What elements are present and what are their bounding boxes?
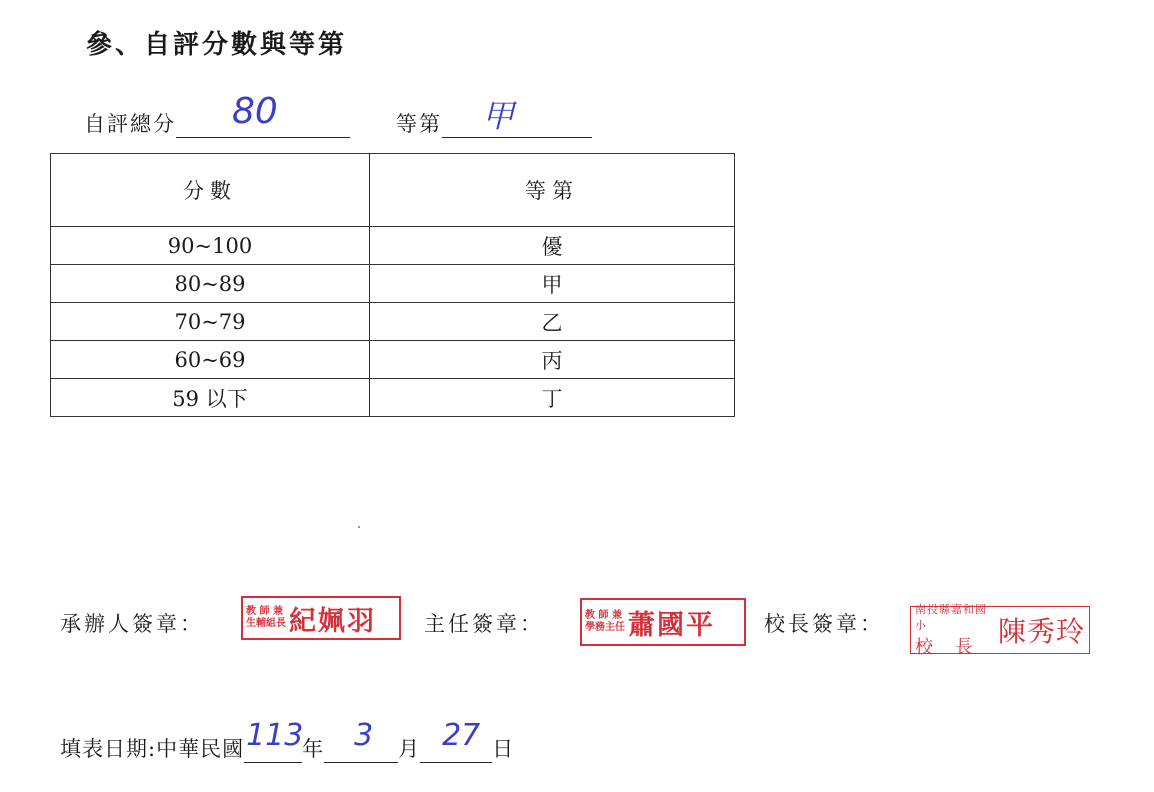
row-score: 80~89 [51,265,370,303]
month-field[interactable] [324,718,398,763]
day-field[interactable] [420,718,492,763]
section-heading: 參、自評分數與等第 [86,30,348,60]
row-score: 59 以下 [51,379,370,417]
row-score: 70~79 [51,303,370,341]
header-grade: 等第 [370,154,735,227]
year-value: 113 [246,718,304,753]
director-stamp [580,598,746,646]
director-stamp-title-line1: 教 師 兼 [585,610,622,621]
scan-speck [358,526,360,528]
grade-label: 等第 [396,112,442,136]
total-score-label: 自評總分 [84,112,176,136]
total-score-value: 80 [232,91,278,132]
month-label: 月 [398,737,421,761]
table-row [51,341,735,379]
grade-value: 甲 [482,97,515,135]
row-score: 90~100 [51,227,370,265]
header-score: 分數 [51,154,370,227]
grade-field[interactable] [442,97,592,138]
row-grade: 乙 [370,303,735,341]
table-row [51,227,735,265]
director-stamp-title-line2: 學務主任 [585,622,625,633]
principal-stamp-org: 南投縣嘉和國小 [915,603,987,632]
month-value: 3 [354,718,374,753]
handler-sign-label: 承辦人簽章： [60,612,204,636]
director-stamp-title [582,610,628,634]
table-row [51,265,735,303]
day-label: 日 [492,737,515,761]
principal-stamp [910,603,1090,658]
principal-sign-label: 校長簽章： [764,612,884,636]
date-label: 填表日期:中華民國 [60,737,245,761]
row-grade: 優 [370,227,735,265]
year-label: 年 [302,737,325,761]
row-score: 60~69 [51,341,370,379]
table-row [51,379,735,417]
row-grade: 甲 [370,265,735,303]
self-score-line [84,91,350,138]
signature-row [60,596,1120,656]
handler-stamp-name: 紀姵羽 [289,605,376,637]
day-value: 27 [442,718,481,753]
principal-stamp-title: 校 長 [915,637,975,658]
total-score-field[interactable] [176,91,350,138]
table-header-row [51,154,735,227]
handler-stamp [241,596,401,640]
handler-stamp-title-line1: 教 師 兼 [246,606,283,617]
grade-table [50,153,735,417]
handler-stamp-title [243,606,289,630]
director-stamp-name: 蕭國平 [628,609,715,641]
principal-stamp-name: 陳秀玲 [997,615,1085,648]
row-grade: 丙 [370,341,735,379]
handler-stamp-title-line2: 生輔組長 [246,618,286,629]
year-field[interactable] [244,718,304,763]
grade-line [396,97,592,138]
row-grade: 丁 [370,379,735,417]
director-sign-label: 主任簽章： [424,612,544,636]
table-row [51,303,735,341]
fill-date-line [60,718,515,763]
